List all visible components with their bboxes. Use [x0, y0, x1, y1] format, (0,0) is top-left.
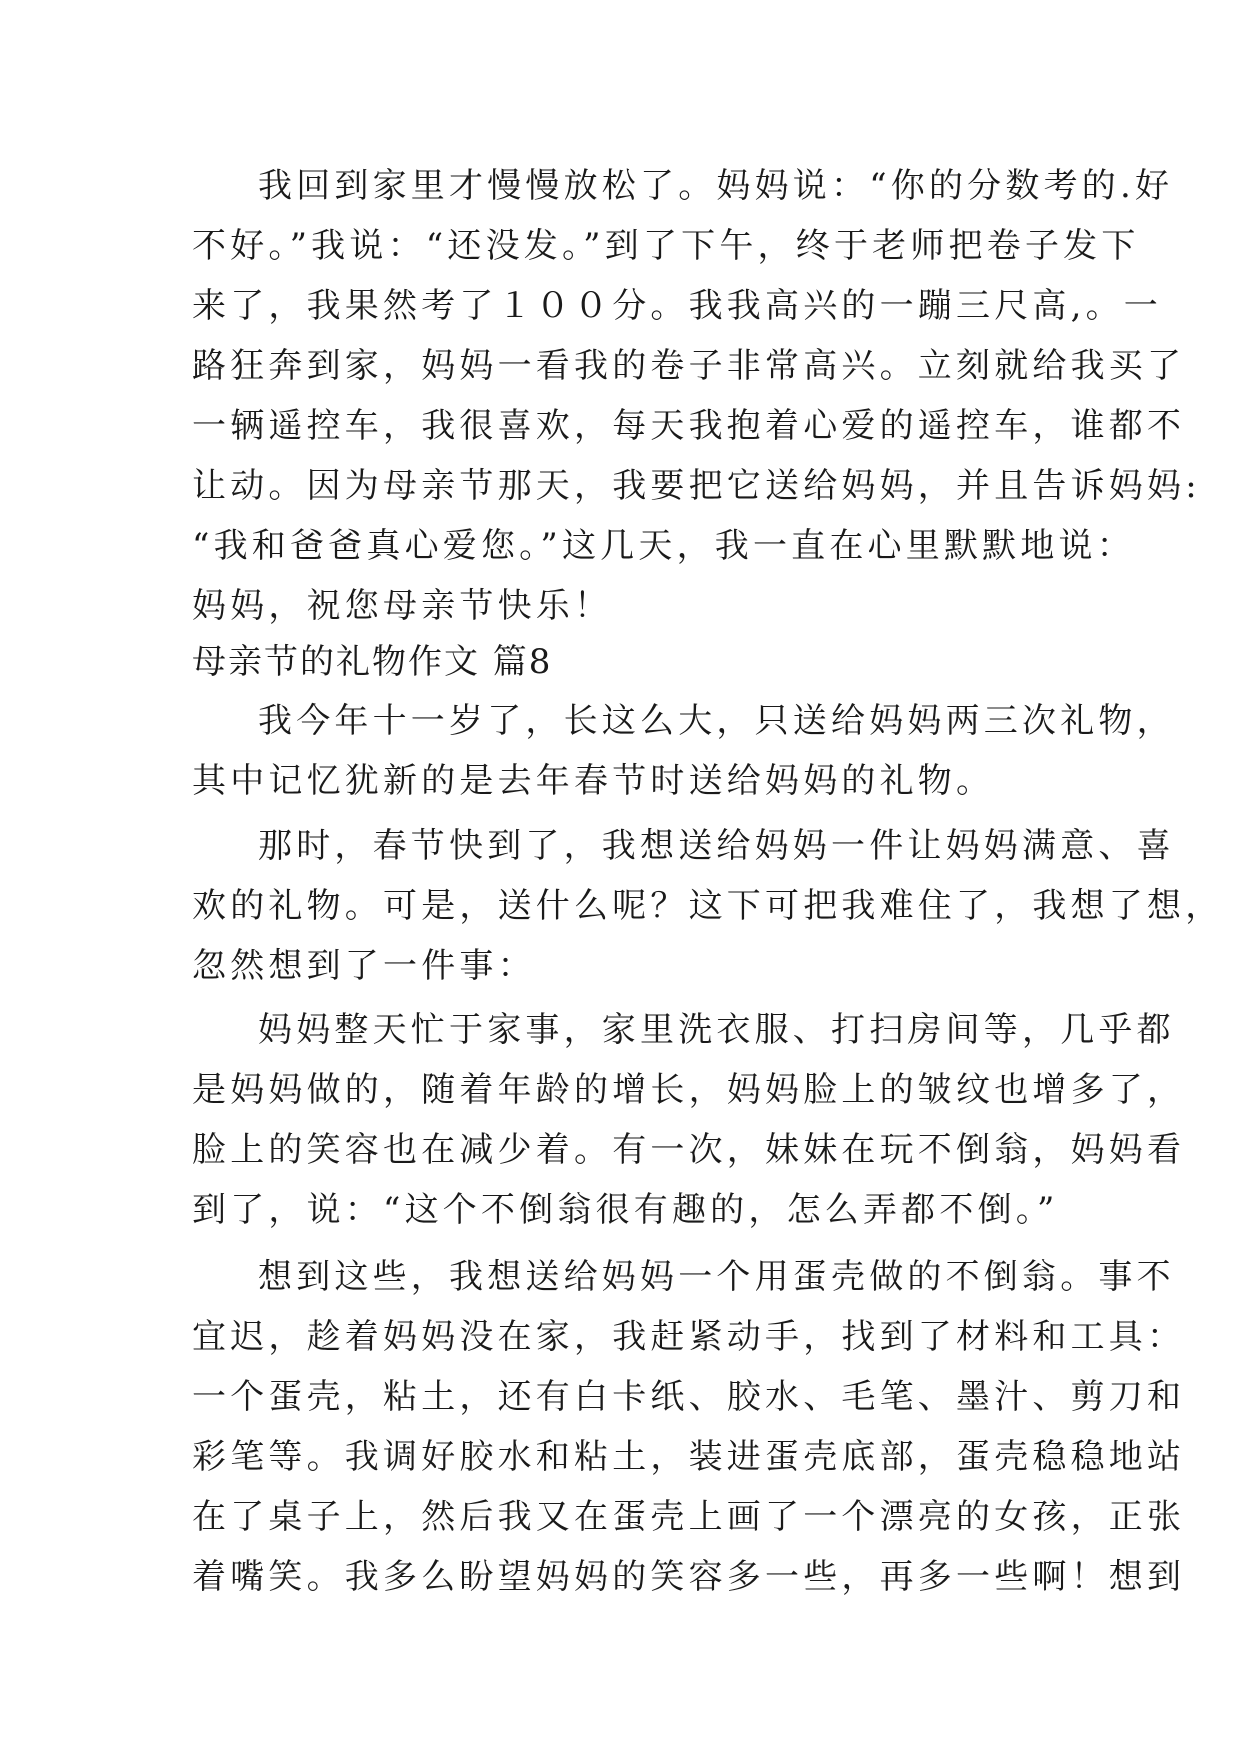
text-line: 一辆遥控车，我很喜欢，每天我抱着心爱的遥控车，谁都不 [192, 406, 1186, 446]
text-line: 在了桌子上，然后我又在蛋壳上画了一个漂亮的女孩，正张 [192, 1497, 1186, 1537]
text-line: 让动。因为母亲节那天，我要把它送给妈妈，并且告诉妈妈: [192, 466, 1201, 506]
text-line: 到了，说：“这个不倒翁很有趣的，怎么弄都不倒。” [192, 1190, 1059, 1230]
text-line: 一个蛋壳，粘土，还有白卡纸、胶水、毛笔、墨汁、剪刀和 [192, 1377, 1186, 1417]
text-line: 着嘴笑。我多么盼望妈妈的笑容多一些，再多一些啊！想到 [192, 1557, 1186, 1597]
text-line: 想到这些，我想送给妈妈一个用蛋壳做的不倒翁。事不 [258, 1257, 1175, 1297]
text-line: 我今年十一岁了，长这么大，只送给妈妈两三次礼物， [258, 701, 1175, 741]
text-line: 宜迟，趁着妈妈没在家，我赶紧动手，找到了材料和工具： [192, 1317, 1186, 1357]
text-line: 那时，春节快到了，我想送给妈妈一件让妈妈满意、喜 [258, 826, 1175, 866]
text-line: 妈妈，祝您母亲节快乐！ [192, 586, 613, 626]
text-line: 脸上的笑容也在减少着。有一次，妹妹在玩不倒翁，妈妈看 [192, 1130, 1186, 1170]
text-line: 我回到家里才慢慢放松了。妈妈说：“你的分数考的.好 [258, 166, 1174, 206]
text-line: 来了，我果然考了１００分。我我高兴的一蹦三尺高,。一 [192, 286, 1163, 326]
text-line: 路狂奔到家，妈妈一看我的卷子非常高兴。立刻就给我买了 [192, 346, 1186, 386]
section-heading: 母亲节的礼物作文 篇8 [192, 642, 553, 682]
text-line: 是妈妈做的，随着年龄的增长，妈妈脸上的皱纹也增多了， [192, 1070, 1186, 1110]
text-line: 不好。”我说：“还没发。”到了下午，终于老师把卷子发下 [192, 226, 1140, 266]
text-line: 其中记忆犹新的是去年春节时送给妈妈的礼物。 [192, 761, 995, 801]
text-line: 忽然想到了一件事： [192, 946, 536, 986]
text-line: 欢的礼物。可是，送什么呢？这下可把我难住了，我想了想， [192, 886, 1224, 926]
text-line: 妈妈整天忙于家事，家里洗衣服、打扫房间等，几乎都 [258, 1010, 1175, 1050]
text-line: “我和爸爸真心爱您。”这几天，我一直在心里默默地说： [192, 526, 1135, 566]
text-line: 彩笔等。我调好胶水和粘土，装进蛋壳底部，蛋壳稳稳地站 [192, 1437, 1186, 1477]
